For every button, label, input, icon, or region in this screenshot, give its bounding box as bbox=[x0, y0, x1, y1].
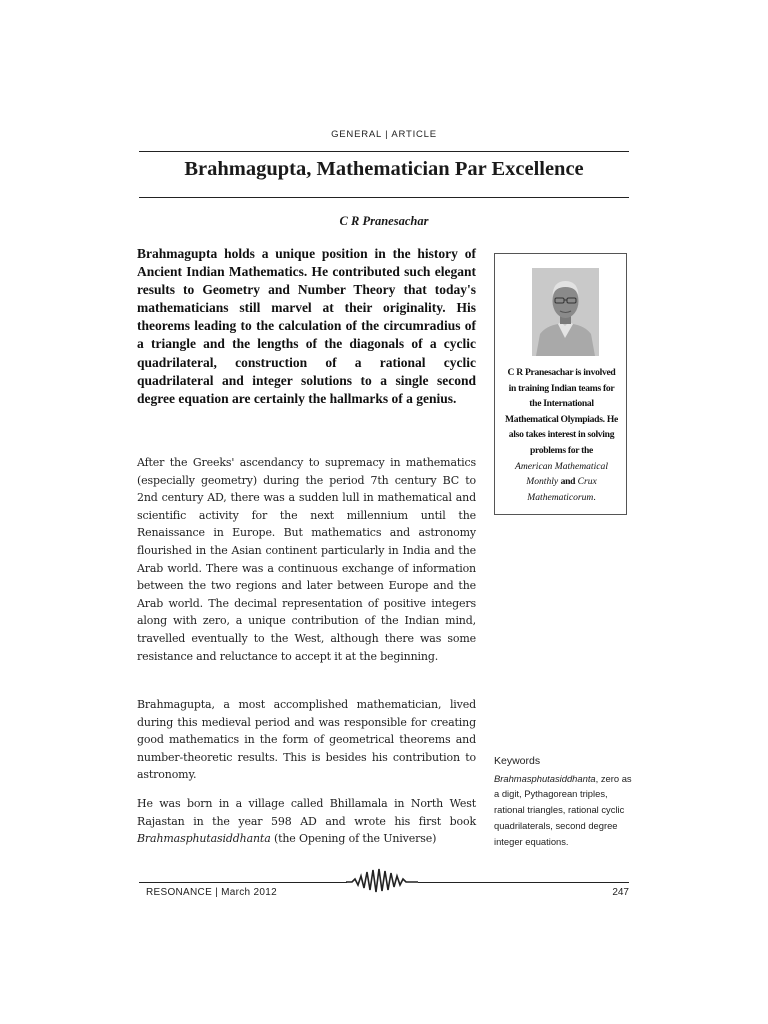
article-title: Brahmagupta, Mathematician Par Excellence bbox=[184, 158, 584, 180]
author-bio bbox=[503, 365, 620, 505]
issue-date: March 2012 bbox=[221, 887, 277, 898]
abstract: Brahmagupta holds a unique position in the history of Ancient Indian Mathematics. He contributed such elegant results to Geometry and Number Theory that today's mathematicians still marvel at their originality. His theorems leading to the calculation of the circumradius of a triangle and the lengths of the diagonals of a cyclic quadrilateral, construction of a rational cyclic quadrilateral and integer solutions to a single second degree equation are certainly the hallmarks of a genius. bbox=[137, 246, 476, 406]
keyword-first: Brahmasphutasiddhanta bbox=[494, 772, 596, 784]
keywords-list bbox=[494, 771, 634, 850]
title-rule-top bbox=[139, 151, 629, 152]
section-label: GENERAL | ARTICLE bbox=[331, 129, 437, 140]
journal-footer bbox=[146, 887, 277, 898]
footer-rule-left bbox=[139, 882, 347, 883]
footer-rule-right bbox=[418, 882, 629, 883]
keywords-rest: , zero as a digit, Pythagorean triples, rational triangles, rational cyclic quadrilaterals, second degree integer equations. bbox=[494, 772, 632, 847]
bio-text: C R Pranesachar is involved in training Indian teams for the International Mathematical Olympiads. He also takes interest in solving problems for the bbox=[505, 367, 618, 456]
paragraph-3-text: He was born in a village called Bhillamala in North West Rajastan in the year 598 AD and wrote his first book bbox=[137, 797, 476, 828]
bio-and: and bbox=[560, 476, 576, 488]
author-bio-box bbox=[494, 253, 627, 515]
body-paragraph-3 bbox=[137, 795, 476, 848]
paragraph-3-end: (the Opening of the Universe) bbox=[270, 832, 437, 846]
keywords-title: Keywords bbox=[494, 755, 541, 767]
bio-period: . bbox=[593, 491, 596, 503]
body-paragraph-2: Brahmagupta, a most accomplished mathematician, lived during this medieval period and was responsible for creating good mathematics in the form of geometrical theorems and number-theoretic results. This is besides his contribution to astronomy. bbox=[137, 698, 476, 782]
author-portrait-image bbox=[532, 268, 599, 356]
page-number: 247 bbox=[612, 887, 629, 898]
author-photo bbox=[532, 268, 599, 356]
body-paragraph-1: After the Greeks' ascendancy to supremacy in mathematics (especially geometry) during the period 7th century BC to 2nd century AD, there was a sudden lull in mathematical and scientific activity for the next millennium until the Renaissance in Europe. But mathematics and astronomy flourished in the Asian continent particularly in India and the Arab world. There was a continuous exchange of information between the two regions and later between Europe and the Arab world. The decimal representation of positive integers along with zero, a unique contribution of the Indian mind, travelled eventually to the West, although there was some resistance and reluctance to accept it at the beginning. bbox=[137, 456, 476, 663]
book-title: Brahmasphutasiddhanta bbox=[137, 832, 271, 846]
footer-separator: | bbox=[215, 887, 219, 898]
journal-name-1: American Mathematical Monthly bbox=[515, 460, 608, 488]
journal-name-2: Crux Mathematicorum bbox=[527, 476, 597, 503]
journal-name: RESONANCE bbox=[146, 887, 213, 898]
author-name: C R Pranesachar bbox=[339, 214, 429, 228]
waveform-icon bbox=[346, 866, 418, 894]
title-rule-bottom bbox=[139, 197, 629, 198]
keywords-box bbox=[494, 754, 634, 849]
